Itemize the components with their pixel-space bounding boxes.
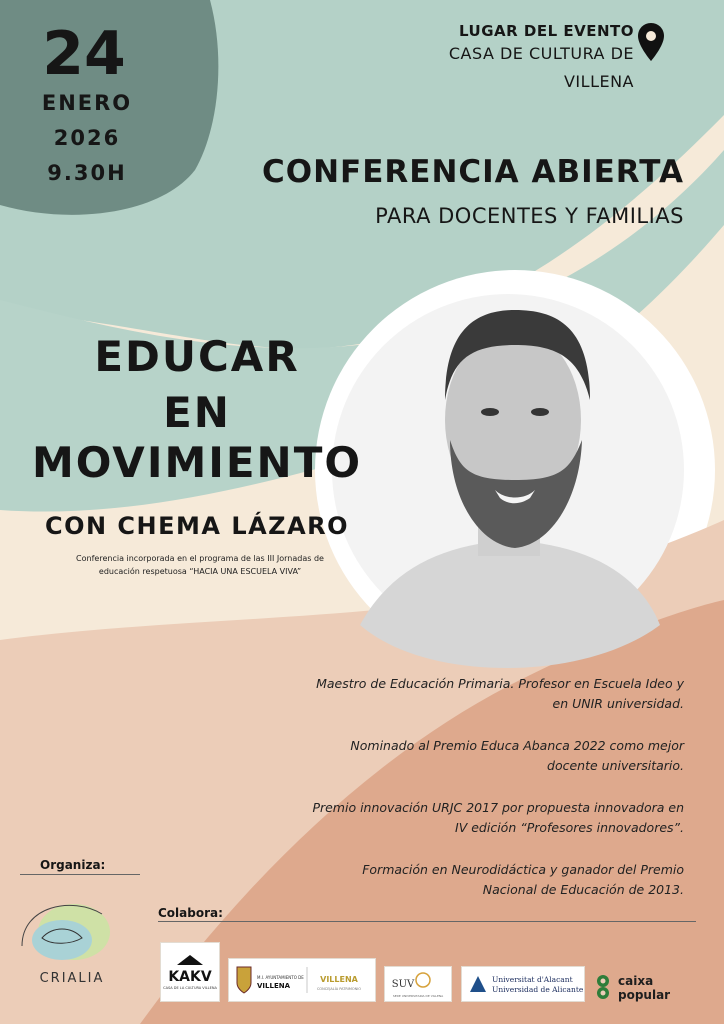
colabora-divider <box>158 921 696 922</box>
bio-line: Premio innovación URJC 2017 por propuesta innovadora en <box>312 800 684 815</box>
speaker-name: CON CHEMA LÁZARO <box>44 512 350 540</box>
bio-item <box>224 798 684 838</box>
villena-badge-name: VILLENA <box>320 975 358 984</box>
conference-title: CONFERENCIA ABIERTA <box>262 154 684 190</box>
suv-logo-name: SUV <box>391 979 415 990</box>
universidad-alicante-logo <box>461 966 585 1002</box>
colabora-label: Colabora: <box>158 906 223 920</box>
bio-line: IV edición “Profesores innovadores”. <box>455 820 684 835</box>
bio-line: Formación en Neurodidáctica y ganador del Premio <box>362 862 684 877</box>
event-year: 2026 <box>53 126 121 150</box>
bio-item <box>224 736 684 776</box>
speaker-photo <box>332 294 684 668</box>
villena-badge-sub: CONCEJALÍA PATRIMONIO <box>316 987 362 991</box>
ayuntamiento-logo-sub: M.I. AYUNTAMIENTO DE <box>257 975 304 980</box>
main-title-line-2: EN <box>163 388 231 437</box>
venue-line-1: CASA DE CULTURA DE <box>448 44 634 63</box>
universidad-logo-line-1: Universitat d'Alacant <box>492 975 573 984</box>
kakv-logo-sub: CASA DE LA CULTURA VILLENA <box>163 986 217 990</box>
caixa-logo-line-1: caixa <box>618 974 654 988</box>
ayuntamiento-villena-logo <box>228 958 376 1002</box>
conference-subtitle: PARA DOCENTES Y FAMILIAS <box>375 204 684 228</box>
caixa-popular-logo <box>590 970 700 1004</box>
map-pin-icon <box>637 22 665 62</box>
bio-item <box>224 860 684 900</box>
bio-line: docente universitario. <box>547 758 684 773</box>
program-note-line-2: educación respetuosa “HACIA UNA ESCUELA VIVA” <box>98 567 302 576</box>
universidad-logo-line-2: Universidad de Alicante <box>492 985 584 994</box>
kakv-logo-name: KAKV <box>168 969 212 985</box>
event-day: 24 <box>42 19 126 89</box>
bio-line: en UNIR universidad. <box>552 696 684 711</box>
bio-line: Maestro de Educación Primaria. Profesor en Escuela Ideo y <box>316 676 684 691</box>
organiza-divider <box>20 874 140 875</box>
bio-item <box>224 674 684 714</box>
organiza-label: Organiza: <box>40 858 106 872</box>
program-note-line-1: Conferencia incorporada en el programa de las III Jornadas de <box>76 554 324 563</box>
bio-line: Nominado al Premio Educa Abanca 2022 como mejor <box>350 738 684 753</box>
venue-line-2: VILLENA <box>563 72 634 91</box>
crialia-logo <box>12 886 132 990</box>
event-month: ENERO <box>41 91 133 115</box>
bio-line: Nacional de Educación de 2013. <box>482 882 684 897</box>
kakv-logo <box>160 942 220 1002</box>
suv-logo-sub: SEDE UNIVERSITARIA DE VILLENA <box>392 994 444 998</box>
venue-label: LUGAR DEL EVENTO <box>458 22 634 40</box>
main-title-line-3: MOVIMIENTO <box>31 438 363 487</box>
caixa-logo-line-2: popular <box>618 988 671 1002</box>
event-time: 9.30H <box>47 161 127 185</box>
suv-logo <box>384 966 452 1002</box>
main-title-line-1: EDUCAR <box>94 332 300 381</box>
ayuntamiento-logo-name: VILLENA <box>257 982 291 990</box>
crialia-logo-text: CRIALIA <box>39 971 105 986</box>
